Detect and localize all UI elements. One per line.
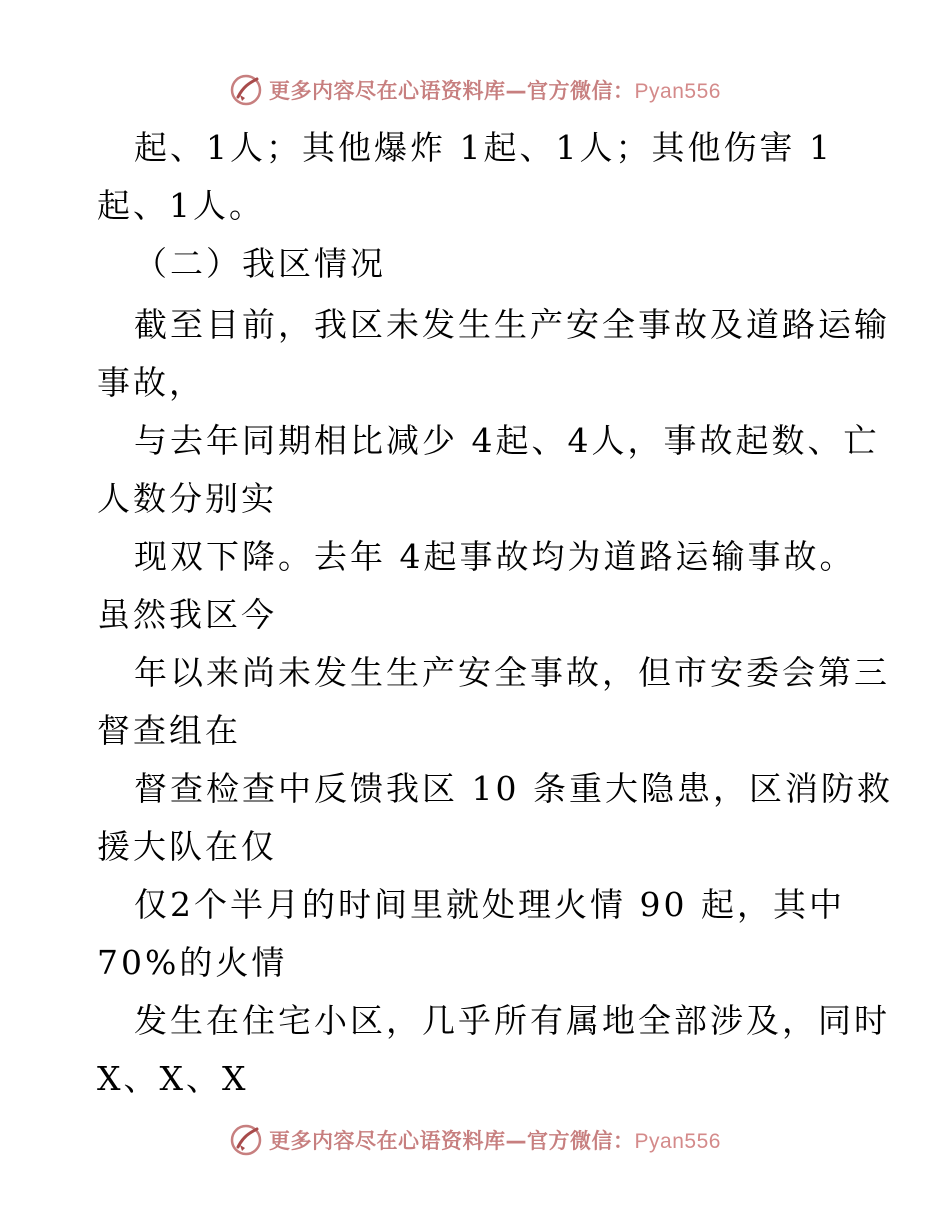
text-line: 督查检查中反馈我区 10 条重大隐患，区消防救 bbox=[134, 769, 893, 808]
watermark-footer bbox=[0, 1120, 950, 1160]
watermark-text-en: Pyan556 bbox=[634, 80, 721, 103]
text-line: 与去年同期相比减少 4起、4人，事故起数、亡 bbox=[134, 421, 880, 460]
section-heading: （二）我区情况 bbox=[134, 244, 386, 283]
watermark-text-cn: 更多内容尽在心语资料库—官方微信： bbox=[269, 79, 635, 103]
brush-logo-icon bbox=[229, 1123, 263, 1157]
text-line: X、X、X bbox=[97, 1059, 249, 1098]
text-line: 援大队在仅 bbox=[97, 827, 277, 866]
watermark-text bbox=[269, 75, 721, 105]
watermark-text bbox=[269, 1125, 721, 1155]
watermark-header bbox=[0, 70, 950, 110]
text-line: 截至目前，我区未发生生产安全事故及道路运输 bbox=[134, 305, 890, 344]
text-line: 现双下降。去年 4起事故均为道路运输事故。 bbox=[134, 537, 856, 576]
text-line: 年以来尚未发生生产安全事故，但市安委会第三 bbox=[134, 653, 890, 692]
text-line: 仅2个半月的时间里就处理火情 90 起，其中 bbox=[134, 885, 845, 924]
text-line: 事故， bbox=[97, 363, 205, 402]
text-line: 虽然我区今 bbox=[97, 595, 277, 634]
text-line: 起、1人。 bbox=[97, 186, 265, 225]
text-line: 70%的火情 bbox=[97, 943, 288, 982]
brush-logo-icon bbox=[229, 73, 263, 107]
text-line: 督查组在 bbox=[97, 711, 241, 750]
text-line: 人数分别实 bbox=[97, 479, 277, 518]
watermark-text-en: Pyan556 bbox=[634, 1130, 721, 1153]
watermark-text-cn: 更多内容尽在心语资料库—官方微信： bbox=[269, 1129, 635, 1153]
text-line: 起、1人；其他爆炸 1起、1人；其他伤害 1 bbox=[134, 128, 833, 167]
text-line: 发生在住宅小区，几乎所有属地全部涉及，同时 bbox=[134, 1001, 890, 1040]
